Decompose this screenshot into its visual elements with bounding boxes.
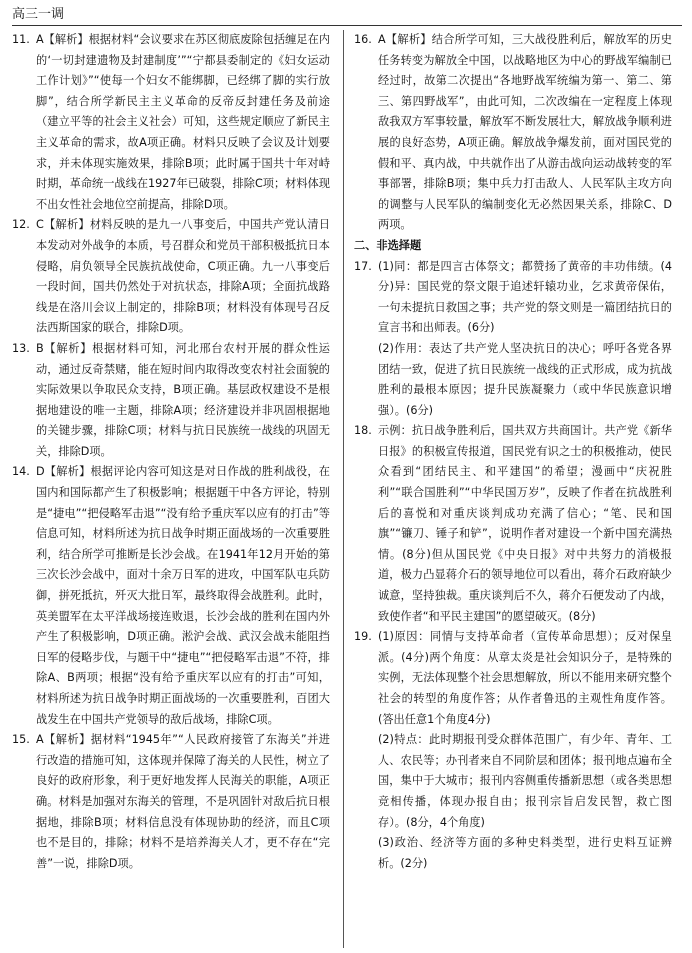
item-number: 12.	[12, 218, 30, 232]
item-part: 示例：抗日战争胜利后，国共双方共商国计。共产党《新华日报》的积极宣传报道，国民党有识之士的积极推动，使民众看到“团结民主、和平建国”的希望；漫画中“庆祝胜利”“联合国胜利”“中华民国万岁”，反映了作者在抗战胜利后的喜悦和对重庆谈判成功充满了信心；“笔、民和国旗”“镰刀、锤子和铲”，说明作者对建设一个新中国充满热情。(8分)但从国民党《中央日报》对中共努力的消极报道，极力凸显蒋介石的领导地位可以看出，蒋介石政府缺少诚意，坚持独裁。重庆谈判后不久，蒋介石便发动了内战，致使作者“和平民主建国”的愿望破灭。(8分)	[378, 424, 672, 623]
item-text: B【解析】根据材料可知，河北邢台农村开展的群众性运动，通过反奇禁赌，能在短时间内取得改变农村社会面貌的实际效果以争取民众支持，B项正确。基层政权建设不是根据地建设的唯一主题，排除A项；经济建设并非巩固根据地的关键步骤，排除C项；材料与抗日民族统一战线的巩固无关，排除D项。	[36, 341, 330, 458]
item-number: 13.	[12, 341, 30, 355]
item-part: (1)同：都是四言古体祭文；都赞扬了黄帝的丰功伟绩。(4分)异：国民党的祭文限于追述轩辕功业，乞求黄帝保佑，一句未提抗日救国之事；共产党的祭文则是一篇团结抗日的宣言书和出师表。(6分)	[378, 259, 672, 335]
item-text: C【解析】材料反映的是九一八事变后，中国共产党认清日本发动对外战争的本质，号召群众和党员干部积极抵抗日本侵略，肩负领导全民族抗战使命，C项正确。九一八事变后一段时间，国共仍然处于对抗状态，排除A项；全面抗战路线是在洛川会议上制定的，排除B项；材料没有体现号召反法西斯国家的联合，排除D项。	[36, 218, 330, 335]
answer-item-16	[354, 30, 672, 236]
answer-item-17	[354, 257, 672, 422]
section-title: 二、非选择题	[354, 238, 422, 252]
item-number: 14.	[12, 465, 30, 479]
item-text: D【解析】根据评论内容可知这是对日作战的胜利战役，在国内和国际都产生了积极影响；根据题干中各方评论，特别是“捷电”“把侵略军击退”“没有给予重庆军以应有的打击”等信息可知，材料所述为抗日战争时期正面战场的一次重要胜利，结合所学可推断是长沙会战。在1941年12月开始的第三次长沙会战中，面对十余万日军的进攻，中国军队屯兵防御，拼死抵抗，歼灭大批日军，最终取得会战胜利。此时，英美盟军在太平洋战场接连败退，长沙会战的胜利在国内外产生了积极影响，D项正确。淞沪会战、武汉会战未能阻挡日军的侵略步伐，与题干中“捷电”“把侵略军击退”不符，排除A、B两项；根据“没有给予重庆军以应有的打击”可知，材料所述为抗日战争时期正面战场的一次重要胜利，百团大战发生在中国共产党领导的敌后战场，排除C项。	[36, 465, 330, 726]
right-column	[354, 30, 672, 874]
item-text: A【解析】根据材料“会议要求在苏区彻底废除包括缠足在内的‘一切封建遗物及封建制度’”“宁都县委制定的《妇女运动工作计划》”“使每一个妇女不能绑脚，已经绑了脚的实行放脚”，结合所学新民主主义革命的反帝反封建任务及前途（建立平等的社会主义社会）可知，这些规定顺应了新民主主义革命的需求，故A项正确。材料只反映了会议及计划要求，并未体现实施效果，排除B项；此时属于国共十年对峙时期，革命统一战线在1927年已破裂，排除C项；材料体现不出女性社会地位空前提高，排除D项。	[36, 33, 330, 211]
page-header	[12, 3, 682, 26]
item-text: A【解析】据材料“1945年”“人民政府接管了东海关”并进行改造的措施可知，这体现并保障了海关的人民性，树立了良好的政府形象，利于更好地发挥人民海关的职能，A项正确。材料是加强对东海关的管理，不是巩固针对敌后抗日根据地，排除B项；材料信息没有体现协助的经济，而且C项也不是目的，排除；材料不是培养海关人才，更不存在“完善”一说，排除D项。	[36, 733, 330, 870]
item-part: (1)原因：同情与支持革命者（宣传革命思想）；反对保皇派。(4分)两个角度：从章太炎是社会知识分子，是特殊的实例，无法体现整个社会思想解放，所以不能用来研究整个社会的转型的角度作答；从作者鲁迅的主观性角度作答。(答出任意1个角度4分)	[378, 630, 672, 726]
item-number: 19.	[354, 630, 372, 644]
answer-item-12	[12, 215, 330, 339]
answer-item-14	[12, 462, 330, 730]
answer-item-13	[12, 339, 330, 463]
item-number: 11.	[12, 33, 30, 46]
answer-item-11	[12, 30, 330, 215]
item-number: 18.	[354, 424, 372, 438]
answer-item-19	[354, 627, 672, 874]
answer-item-18	[354, 421, 672, 627]
item-text: A【解析】结合所学可知，三大战役胜利后，解放军的历史任务转变为解放全中国，以战略地区为中心的野战军编制已经过时，故第二次提出“各地野战军统编为第一、第二、第三、第四野战军”，由此可知，二次改编在一定程度上体现敌我双方军事较量，解放军不断发展壮大，解放战争顺利进展的良好态势，A项正确。解放战争爆发前，面对国民党的假和平、真内战，中共就作出了从游击战向运动战转变的军事部署，排除B项；集中兵力打击敌人、人民军队主攻方向的调整与人民军队的编制变化无必然因果关系，排除C、D两项。	[378, 33, 672, 232]
left-column	[12, 30, 330, 874]
header-title: 高三一调	[12, 7, 65, 22]
answer-item-15	[12, 730, 330, 874]
item-number: 17.	[354, 259, 372, 273]
item-number: 15.	[12, 733, 30, 747]
item-part: (2)特点：此时期报刊受众群体范围广，有少年、青年、工人、农民等；办刊者来自不同阶层和团体；报刊地点遍布全国，集中于大城市；报刊内容侧重传播新思想（或各类思想竞相传播，体现办报自由；报刊宗旨启发民智，救亡图存）。(8分，4个角度)	[378, 733, 672, 829]
item-number: 16.	[354, 33, 372, 46]
column-divider	[343, 30, 344, 948]
item-part: (2)作用：表达了共产党人坚决抗日的决心；呼吁各党各界团结一致，促进了抗日民族统一战线的正式形成，成为抗战胜利的最根本原因；提升民族凝聚力（或中华民族意识增强）。(6分)	[378, 341, 672, 417]
item-part: (3)政治、经济等方面的多种史料类型，进行史料互证辨析。(2分)	[378, 836, 672, 870]
